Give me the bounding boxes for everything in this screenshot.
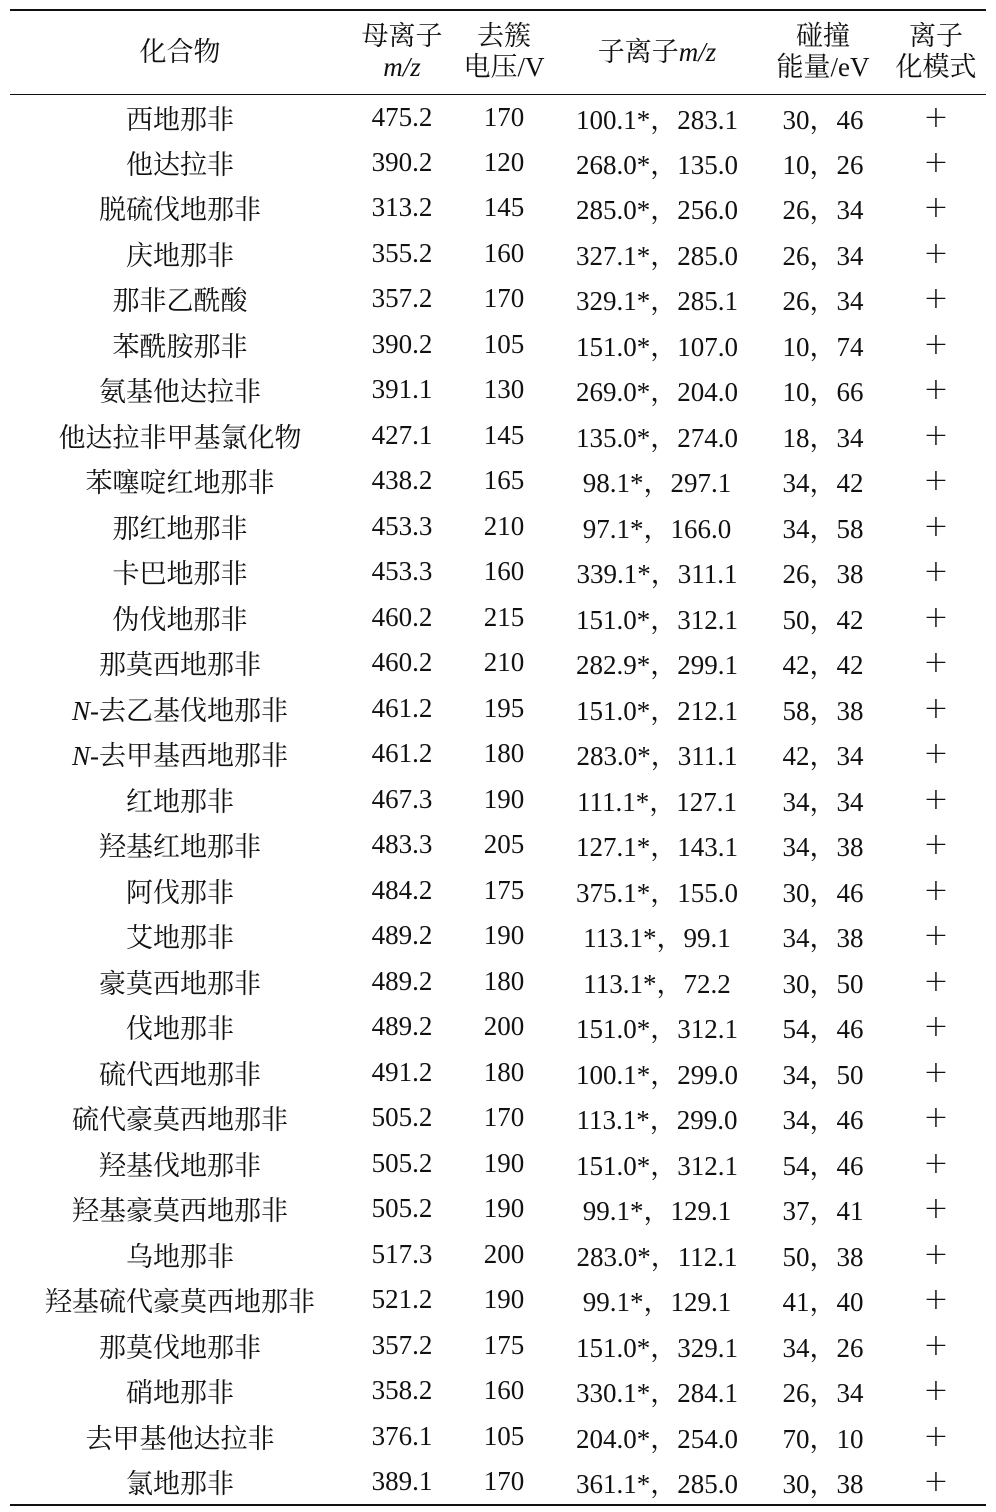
table-row (10, 731, 986, 777)
cell-ionization-mode: + (923, 281, 949, 317)
cell-declustering-voltage: 180 (483, 965, 525, 996)
cell-precursor-mz: 438.2 (371, 465, 433, 496)
cell-collision-energy: 34，58 (782, 513, 864, 544)
cell-declustering-voltage: 130 (483, 374, 525, 405)
cell-collision-energy: 30，46 (782, 877, 864, 908)
header-collision-energy: 碰撞 能量/eV (760, 10, 886, 94)
cell-product-ions: 113.1*，299.0 (576, 1105, 738, 1136)
cell-precursor-mz: 505.2 (371, 1193, 433, 1224)
table-row (10, 822, 986, 868)
cell-compound: 庆地那非 (126, 240, 234, 271)
cell-declustering-voltage: 170 (454, 1459, 554, 1505)
cell-precursor-mz: 461.2 (371, 738, 433, 769)
cell-product-ions: 113.1*，72.2 (583, 968, 731, 999)
cell-declustering-voltage: 120 (483, 146, 525, 177)
cell-ionization-mode: + (923, 918, 949, 954)
cell-declustering-voltage: 145 (483, 192, 525, 223)
cell-collision-energy: 30，46 (782, 104, 864, 135)
cell-compound: 伐地那非 (126, 1014, 234, 1045)
cell-declustering-voltage: 205 (483, 829, 525, 860)
cell-product-ions: 339.1*，311.1 (576, 559, 738, 590)
cell-compound: 那非乙酰酸 (112, 286, 248, 317)
cell-compound: 羟基红地那非 (99, 832, 261, 863)
cell-precursor-mz: 484.2 (371, 874, 433, 905)
cell-collision-energy: 10，26 (782, 149, 864, 180)
compound-name: -去乙基伐地那非 (90, 695, 288, 726)
cell-product-ions: 204.0*，254.0 (576, 1423, 738, 1454)
cell-ionization-mode: + (923, 827, 949, 863)
cell-declustering-voltage: 160 (483, 556, 525, 587)
cell-collision-energy: 34，50 (782, 1059, 864, 1090)
cell-product-ions: 113.1*，99.1 (583, 923, 731, 954)
cell-declustering-voltage: 175 (483, 1329, 525, 1360)
cell-product-ions: 327.1*，285.0 (576, 240, 738, 271)
cell-product-ions: 99.1*，129.1 (582, 1196, 732, 1227)
cell-product-ions: 151.0*，212.1 (576, 695, 738, 726)
cell-product-ions: 151.0*，107.0 (576, 331, 738, 362)
cell-precursor-mz: 483.3 (371, 829, 433, 860)
cell-declustering-voltage: 215 (483, 601, 525, 632)
cell-ionization-mode: + (923, 1191, 949, 1227)
document-page (10, 0, 986, 1512)
table-row (10, 1414, 986, 1460)
cell-collision-energy: 34，42 (782, 468, 864, 499)
cell-declustering-voltage: 170 (483, 1102, 525, 1133)
cell-declustering-voltage: 190 (483, 1147, 525, 1178)
cell-collision-energy: 34，26 (782, 1332, 864, 1363)
cell-collision-energy: 54，46 (782, 1014, 864, 1045)
cell-precursor-mz: 357.2 (371, 1329, 433, 1360)
cell-compound: 阿伐那非 (126, 877, 234, 908)
table-row (10, 231, 986, 277)
cell-ionization-mode: + (923, 1236, 949, 1272)
cell-compound: 卡巴地那非 (112, 559, 248, 590)
cell-precursor-mz: 521.2 (371, 1284, 433, 1315)
cell-precursor-mz: 489.2 (371, 965, 433, 996)
cell-ionization-mode: + (886, 1459, 986, 1505)
cell-ionization-mode: + (923, 1418, 949, 1454)
table-row (10, 1095, 986, 1141)
cell-precursor-mz: 505.2 (371, 1102, 433, 1133)
cell-compound (10, 686, 350, 732)
cell-compound: 艾地那非 (126, 923, 234, 954)
cell-declustering-voltage: 190 (483, 920, 525, 951)
cell-ionization-mode: + (923, 963, 949, 999)
cell-precursor-mz: 491.2 (371, 1056, 433, 1087)
cell-product-ions: 100.1*，299.0 (576, 1059, 738, 1090)
cell-declustering-voltage: 200 (483, 1238, 525, 1269)
table-row (10, 959, 986, 1005)
cell-collision-energy: 34，34 (782, 786, 864, 817)
table-row (10, 686, 986, 732)
cell-ionization-mode: + (923, 1373, 949, 1409)
table-row (10, 185, 986, 231)
header-declustering-voltage: 去簇 电压/V (454, 10, 554, 94)
cell-ionization-mode: + (923, 1054, 949, 1090)
cell-compound: 氨基他达拉非 (99, 377, 261, 408)
cell-ionization-mode: + (923, 1145, 949, 1181)
table-row (10, 1459, 986, 1505)
cell-ionization-mode: + (923, 99, 949, 135)
cell-ionization-mode: + (923, 1282, 949, 1318)
cell-collision-energy: 26，34 (782, 240, 864, 271)
cell-precursor-mz: 460.2 (371, 601, 433, 632)
cell-declustering-voltage: 165 (483, 465, 525, 496)
cell-declustering-voltage: 160 (483, 1375, 525, 1406)
cell-ionization-mode: + (923, 235, 949, 271)
table-row (10, 1368, 986, 1414)
cell-ionization-mode: + (923, 781, 949, 817)
cell-declustering-voltage: 200 (483, 1011, 525, 1042)
cell-precursor-mz: 390.2 (371, 328, 433, 359)
table-row (10, 1323, 986, 1369)
table-row (10, 1141, 986, 1187)
cell-precursor-mz: 389.1 (350, 1459, 454, 1505)
cell-collision-energy: 42，34 (782, 741, 864, 772)
cell-compound: 羟基伐地那非 (99, 1150, 261, 1181)
cell-product-ions: 329.1*，285.1 (576, 286, 738, 317)
compound-name: -去甲基西地那非 (90, 741, 288, 772)
cell-precursor-mz: 461.2 (371, 692, 433, 723)
cell-product-ions: 151.0*，329.1 (576, 1332, 738, 1363)
cell-product-ions: 361.1*，285.0 (554, 1459, 760, 1505)
cell-product-ions: 268.0*，135.0 (576, 149, 738, 180)
cell-collision-energy: 37，41 (782, 1196, 864, 1227)
cell-declustering-voltage: 190 (483, 1284, 525, 1315)
table-header (10, 10, 986, 94)
header-ionization-mode: 离子 化模式 (886, 10, 986, 94)
cell-collision-energy: 34，46 (782, 1105, 864, 1136)
cell-collision-energy: 50，42 (782, 604, 864, 635)
cell-product-ions: 282.9*，299.1 (576, 650, 738, 681)
table-row (10, 1004, 986, 1050)
cell-collision-energy: 30，50 (782, 968, 864, 999)
table-row (10, 549, 986, 595)
compound-prefix: N (71, 695, 90, 726)
cell-ionization-mode: + (923, 1009, 949, 1045)
cell-compound: 脱硫伐地那非 (99, 195, 261, 226)
cell-ionization-mode: + (923, 372, 949, 408)
cell-collision-energy: 10，66 (782, 377, 864, 408)
cell-compound: 豪莫西地那非 (99, 968, 261, 999)
cell-precursor-mz: 489.2 (371, 920, 433, 951)
cell-compound: 硫代豪莫西地那非 (72, 1105, 288, 1136)
cell-collision-energy: 26，34 (782, 1378, 864, 1409)
cell-ionization-mode: + (923, 508, 949, 544)
cell-declustering-voltage: 210 (483, 510, 525, 541)
table-row (10, 1050, 986, 1096)
table-row (10, 322, 986, 368)
cell-collision-energy: 26，38 (782, 559, 864, 590)
cell-precursor-mz: 517.3 (371, 1238, 433, 1269)
cell-collision-energy: 58，38 (782, 695, 864, 726)
table-row (10, 1186, 986, 1232)
cell-compound: 他达拉非 (126, 149, 234, 180)
cell-compound: 羟基硫代豪莫西地那非 (45, 1287, 315, 1318)
cell-ionization-mode: + (923, 1100, 949, 1136)
cell-precursor-mz: 376.1 (371, 1420, 433, 1451)
cell-compound: 那红地那非 (112, 513, 248, 544)
cell-declustering-voltage: 170 (483, 101, 525, 132)
cell-collision-energy: 34，38 (782, 923, 864, 954)
cell-product-ions: 151.0*，312.1 (576, 604, 738, 635)
cell-compound: 去甲基他达拉非 (85, 1423, 275, 1454)
cell-declustering-voltage: 210 (483, 647, 525, 678)
cell-precursor-mz: 489.2 (371, 1011, 433, 1042)
cell-collision-energy: 18，34 (782, 422, 864, 453)
cell-collision-energy: 54，46 (782, 1150, 864, 1181)
header-product-ion: 子离子m/z (554, 10, 760, 94)
cell-precursor-mz: 313.2 (371, 192, 433, 223)
cell-declustering-voltage: 145 (483, 419, 525, 450)
cell-declustering-voltage: 190 (483, 1193, 525, 1224)
cell-ionization-mode: + (923, 554, 949, 590)
cell-ionization-mode: + (923, 190, 949, 226)
cell-declustering-voltage: 195 (483, 692, 525, 723)
ms-parameter-table (10, 9, 986, 1506)
cell-ionization-mode: + (923, 144, 949, 180)
cell-precursor-mz: 475.2 (371, 101, 433, 132)
cell-collision-energy: 41，40 (782, 1287, 864, 1318)
cell-ionization-mode: + (923, 690, 949, 726)
cell-product-ions: 283.0*，112.1 (576, 1241, 738, 1272)
cell-compound: 西地那非 (126, 104, 234, 135)
cell-product-ions: 269.0*，204.0 (576, 377, 738, 408)
cell-ionization-mode: + (923, 736, 949, 772)
cell-compound: 他达拉非甲基氯化物 (58, 422, 302, 453)
cell-product-ions: 99.1*，129.1 (582, 1287, 732, 1318)
header-precursor-ion: 母离子 m/z (350, 10, 454, 94)
cell-product-ions: 285.0*，256.0 (576, 195, 738, 226)
cell-precursor-mz: 453.3 (371, 510, 433, 541)
table-row (10, 504, 986, 550)
cell-collision-energy: 26，34 (782, 195, 864, 226)
table-row (10, 868, 986, 914)
table-row (10, 1232, 986, 1278)
cell-precursor-mz: 390.2 (371, 146, 433, 177)
cell-declustering-voltage: 190 (483, 783, 525, 814)
cell-declustering-voltage: 180 (483, 1056, 525, 1087)
table-row (10, 413, 986, 459)
cell-declustering-voltage: 170 (483, 283, 525, 314)
cell-compound: 乌地那非 (126, 1241, 234, 1272)
cell-ionization-mode: + (923, 645, 949, 681)
cell-product-ions: 127.1*，143.1 (576, 832, 738, 863)
cell-precursor-mz: 505.2 (371, 1147, 433, 1178)
table-body (10, 94, 986, 1505)
cell-collision-energy: 70，10 (782, 1423, 864, 1454)
cell-precursor-mz: 427.1 (371, 419, 433, 450)
table-row (10, 458, 986, 504)
cell-product-ions: 151.0*，312.1 (576, 1150, 738, 1181)
cell-ionization-mode: + (923, 326, 949, 362)
cell-ionization-mode: + (923, 1327, 949, 1363)
table-row (10, 367, 986, 413)
cell-compound (10, 731, 350, 777)
cell-product-ions: 330.1*，284.1 (576, 1378, 738, 1409)
cell-declustering-voltage: 180 (483, 738, 525, 769)
cell-product-ions: 135.0*，274.0 (576, 422, 738, 453)
cell-product-ions: 98.1*，297.1 (582, 468, 732, 499)
cell-compound: 伪伐地那非 (112, 604, 248, 635)
table-row (10, 94, 986, 140)
cell-precursor-mz: 391.1 (371, 374, 433, 405)
cell-ionization-mode: + (923, 417, 949, 453)
cell-ionization-mode: + (923, 463, 949, 499)
cell-product-ions: 283.0*，311.1 (576, 741, 738, 772)
cell-declustering-voltage: 175 (483, 874, 525, 905)
cell-product-ions: 100.1*，283.1 (576, 104, 738, 135)
cell-compound: 那莫西地那非 (99, 650, 261, 681)
cell-precursor-mz: 453.3 (371, 556, 433, 587)
cell-compound: 氯地那非 (10, 1459, 350, 1505)
cell-precursor-mz: 467.3 (371, 783, 433, 814)
cell-collision-energy: 30，38 (760, 1459, 886, 1505)
cell-declustering-voltage: 105 (483, 1420, 525, 1451)
cell-precursor-mz: 357.2 (371, 283, 433, 314)
cell-collision-energy: 42，42 (782, 650, 864, 681)
cell-precursor-mz: 355.2 (371, 237, 433, 268)
cell-declustering-voltage: 105 (483, 328, 525, 359)
cell-product-ions: 97.1*，166.0 (582, 513, 732, 544)
table-row (10, 913, 986, 959)
cell-compound: 硝地那非 (126, 1378, 234, 1409)
cell-collision-energy: 26，34 (782, 286, 864, 317)
table-row (10, 640, 986, 686)
cell-collision-energy: 50，38 (782, 1241, 864, 1272)
table-row (10, 777, 986, 823)
cell-precursor-mz: 460.2 (371, 647, 433, 678)
cell-collision-energy: 10，74 (782, 331, 864, 362)
cell-product-ions: 375.1*，155.0 (576, 877, 738, 908)
cell-ionization-mode: + (923, 599, 949, 635)
table-row (10, 140, 986, 186)
cell-precursor-mz: 358.2 (371, 1375, 433, 1406)
compound-prefix: N (71, 741, 90, 772)
cell-compound: 苯噻啶红地那非 (85, 468, 275, 499)
table-row (10, 276, 986, 322)
table-row (10, 595, 986, 641)
cell-compound: 硫代西地那非 (99, 1059, 261, 1090)
header-compound: 化合物 (10, 10, 350, 94)
cell-product-ions: 151.0*，312.1 (576, 1014, 738, 1045)
cell-compound: 那莫伐地那非 (99, 1332, 261, 1363)
table-row (10, 1277, 986, 1323)
cell-compound: 苯酰胺那非 (112, 331, 248, 362)
cell-compound: 羟基豪莫西地那非 (72, 1196, 288, 1227)
cell-compound: 红地那非 (126, 786, 234, 817)
cell-ionization-mode: + (923, 872, 949, 908)
cell-collision-energy: 34，38 (782, 832, 864, 863)
cell-product-ions: 111.1*，127.1 (577, 786, 737, 817)
cell-declustering-voltage: 160 (483, 237, 525, 268)
